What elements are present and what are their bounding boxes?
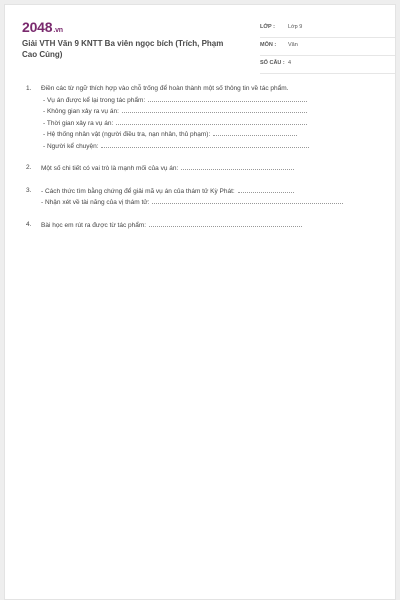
logo-suffix: .vn <box>53 27 63 34</box>
worksheet-content <box>26 84 366 231</box>
meta-row-class <box>260 21 395 38</box>
question-number: 1. <box>26 85 32 92</box>
meta-label: LỚP : <box>260 24 275 30</box>
document-title: Giải VTH Văn 9 KNTT Ba viên ngọc bích (Trích, Phạm Cao Củng) <box>22 39 224 59</box>
question-number: 3. <box>26 186 32 194</box>
question-number: 2. <box>26 164 32 171</box>
meta-row-subject <box>260 39 395 56</box>
answer-line[interactable]: - Không gian xảy ra vụ án: <box>41 106 366 118</box>
meta-label: MÔN : <box>260 42 277 48</box>
question-1 <box>26 84 366 152</box>
worksheet-page <box>4 4 396 600</box>
question-number: 4. <box>26 220 32 228</box>
answer-line[interactable]: - Thời gian xảy ra vụ án: <box>41 118 366 130</box>
worksheet-header <box>19 17 387 69</box>
answer-line[interactable]: - Hệ thống nhân vật (người điều tra, nạn nhân, thủ phạm): <box>41 129 366 141</box>
meta-row-question-count <box>260 57 395 74</box>
question-3 <box>26 186 366 209</box>
meta-label: SỐ CÂU : <box>260 60 285 66</box>
answer-line[interactable]: Bài học em rút ra được từ tác phẩm: <box>41 220 366 232</box>
answer-line[interactable]: Một số chi tiết có vai trò là mạnh mối của vụ án: <box>41 163 366 175</box>
logo-text: 2048 <box>22 19 53 35</box>
question-text: Điền các từ ngữ thích hợp vào chỗ trống để hoàn thành một số thông tin về tác phẩm. <box>41 85 289 92</box>
meta-value: Lớp 9 <box>288 24 303 30</box>
site-logo[interactable] <box>22 19 63 39</box>
answer-line[interactable]: - Nhận xét về tài năng của vị thám tử: <box>41 197 366 209</box>
meta-value: 4 <box>288 60 292 66</box>
question-4 <box>26 220 366 232</box>
meta-value: Văn <box>288 42 298 48</box>
answer-line[interactable]: - Người kể chuyện: <box>41 141 366 153</box>
answer-line[interactable]: - Vụ án được kể lại trong tác phẩm: <box>41 95 366 107</box>
answer-line[interactable]: - Cách thức tìm bằng chứng để giải mã vụ án của thám tử Kỳ Phát: <box>41 186 366 198</box>
question-2 <box>26 163 366 175</box>
meta-table <box>260 21 395 75</box>
